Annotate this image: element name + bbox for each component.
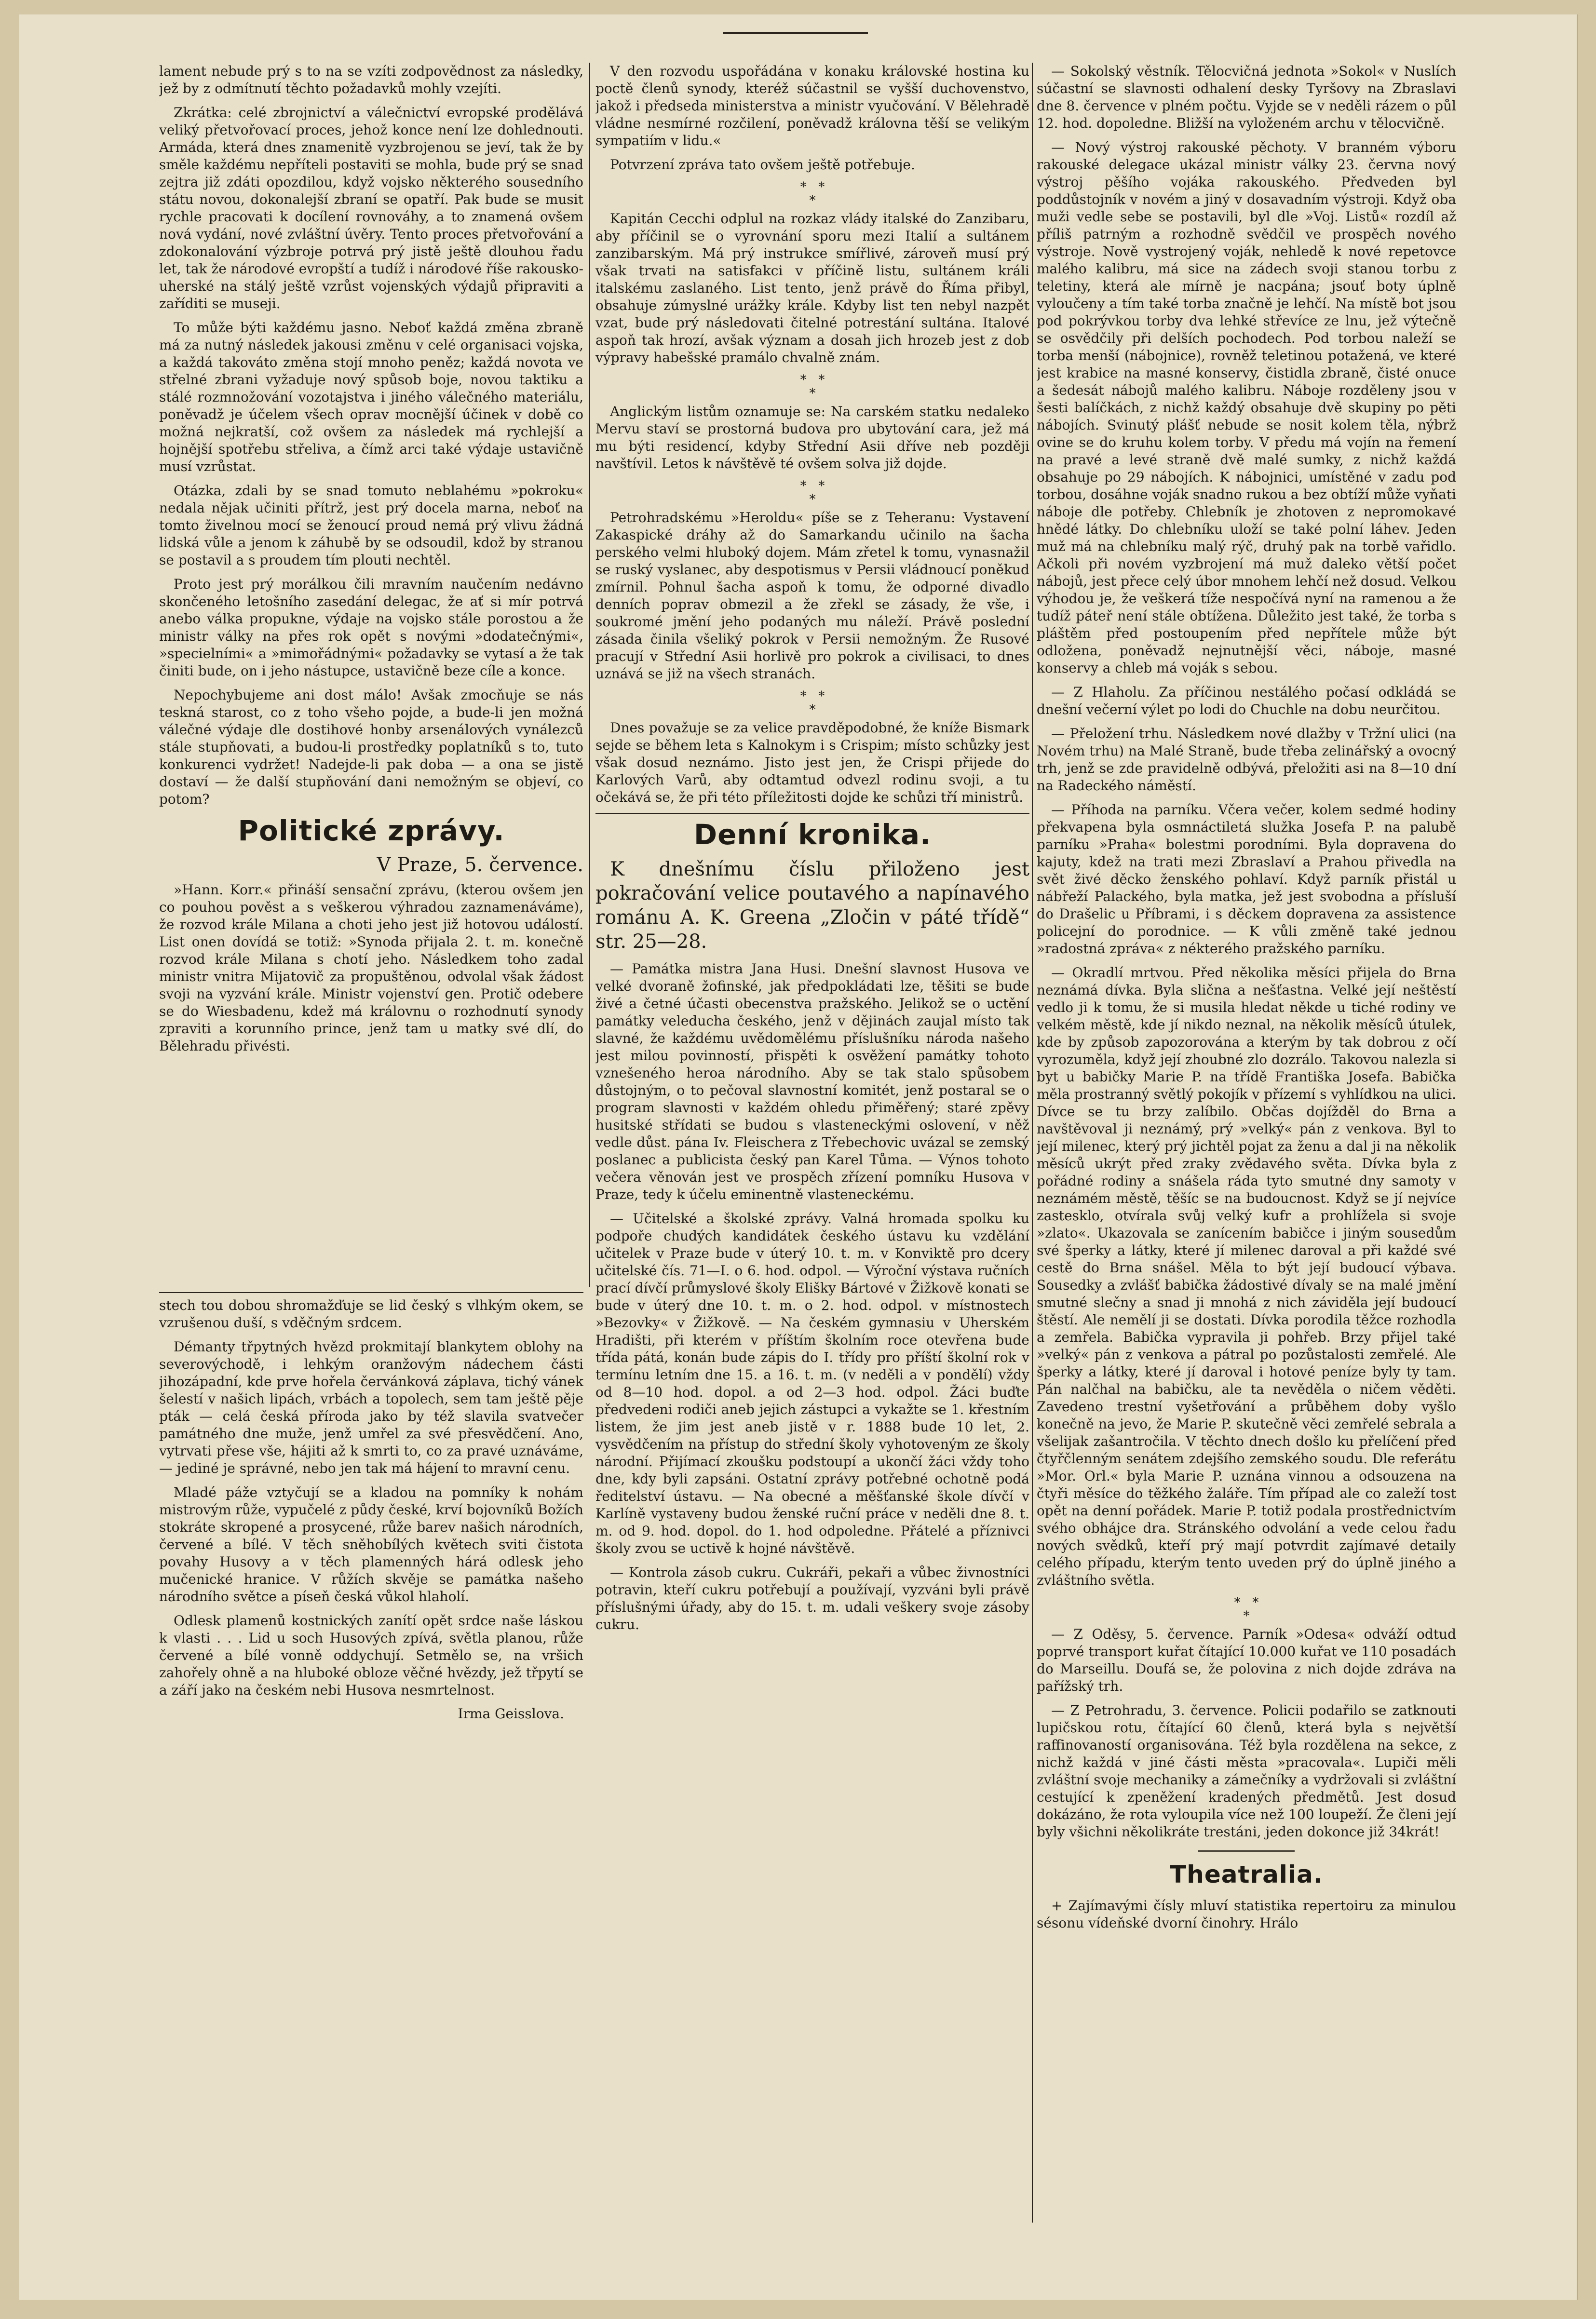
essay-paragraph: stech tou dobou shromažďuje se lid český s vlhkým okem, se vzrušenou duší, s vděčným srdcem. (159, 1297, 583, 1331)
top-rule (723, 32, 868, 34)
section-divider (595, 813, 1029, 814)
separator-stars: * * * (800, 479, 825, 507)
theatre-heading: Theatralia. (1170, 1861, 1323, 1888)
chronicle-paragraph: — Příhoda na parníku. Včera večer, kolem sedmé hodiny překvapena byla osmnáctiletá služka Josefa P. na palubě parníku »Praha« bolestmi porodními. Byla dopravena do kajuty, kdež na trati mezi Zbraslaví a Prahou přivedla na svět živé děcko ženského pohlaví. Když parník přistál u nábřeží Palackého, byla matka, jež jest svobodna a přísluší do Drašelic u Příbrami, i s děckem dopravena za assistence policejní do porodnice. — K vůli změně také jednou »radostná zpráva« z nékterého pražského parníku. (1037, 802, 1456, 957)
newspaper-page (19, 14, 1578, 2300)
politics-heading: Politické zprávy. (238, 814, 505, 847)
chronicle-paragraph: — Z Petrohradu, 3. července. Policii podařilo se zatknouti lupičskou rotu, čítající 60 členů, která byla s největší raffinovaností organisována. Též byla rozdělena na sekce, z nichž každá v jiné části města »pracovala«. Lupiči měli zvláštní svoje mechaniky a zámečníky a vydržovali si zvláštní cestující k zpeněžení kradených předmětů. Jest dosud dokázáno, že rota vyloupila více než 100 loupeží. Že členi její byly všichni několikráte trestáni, jeden dokonce již 34krát! (1037, 1702, 1456, 1840)
essay-paragraph: Mladé páže vztyčují se a kladou na pomníky k nohám mistrovým růže, vypučelé z půdy české, krví bojovníků Božích stokráte skropené a prosycené, růže barev našich národních, červené a bílé. V těch sněhobílých květech sviti čistota povahy Husovy a v těch plamenných hárá odlesk jeho mučenické hranice. V růžích skvěje se památka našeho národního světce a píseň česká vůkol hlaholí. (159, 1484, 583, 1604)
essay-signature: Irma Geisslova. (458, 1706, 564, 1722)
chronicle-paragraph: — Kontrola zásob cukru. Cukráři, pekaři a vůbec živnostníci potravin, kteří cukru potřebují a používají, vyzváni byli právě příslušnými úřady, aby do 15. t. m. udali veškery svoje zásoby cukru. (595, 1564, 1029, 1632)
article-paragraph: Otázka, zdali by se snad tomuto neblahému »pokroku« nedala nějak učiniti přítrž, jest prý docela marna, neboť na tomto živelnou mocí se ženoucí proud nemá prý vlivu žádná lidská vůle a jenom k záhubě by se odsoudil, kdož by stranou se postavil a s proudem tím plouti nechtěl. (159, 483, 583, 568)
politics-paragraph: »Hann. Korr.« přináší sensační zprávu, (kterou ovšem jen co pouhou pověst a s veškerou výhradou zaznamenáváme), že rozvod krále Milana a choti jeho jest již hotovou událostí. List onen dovídá se totiž: »Synoda přijala 2. t. m. konečně rozvod krále Milana s chotí jeho. Následkem toho zadal ministr vnitra Mijatovič za propuštěnou, odvolal však žádost svoji na vyzvání krále. Ministr vojenství gen. Protič odebere se do Wiesbadenu, kdež má královnu o rozhodnutí synody zpraviti a korunního prince, jenž tam u matky své dlí, do Bělehradu přivésti. (159, 882, 583, 1054)
separator-stars: * * * (1234, 1595, 1259, 1623)
column-2 (595, 63, 1029, 2213)
politics-paragraph: Dnes považuje se za velice pravděpodobné, že kníže Bismark sejde se během leta s Kalnokym i s Crispim; místo schůzky jest však dosud neznámo. Jisto jest jen, že Crispi přijede do Karlových Varů, aby odtamtud odvezl rodinu svoji, a tu očekává se, že při této příležitosti dojde ke schůzi tří ministrů. (595, 720, 1029, 805)
politics-paragraph: Potvrzení zpráva tato ovšem ještě potřebuje. (610, 157, 915, 173)
chronicle-paragraph: — Učitelské a školské zprávy. Valná hromada spolku ku podpoře chudých kandidátek českého ústavu ku vzdělání učitelek v Praze bude v úterý 10. t. m. v Konviktě pro dcery učitelské čís. 71—I. o 6. hod. odpol. — Výroční výstava ručních prací dívčí průmyslové školy Elišky Bártové v Žižkově konati se bude v úterý dne 10. t. m. o 2. hod. odpol. v místnostech »Bezovky« v Žižkově. — Na českém gymnasiu v Uherském Hradišti, při kterém v příštím školním roce otevřena bude třída pátá, konán bude zápis do I. třídy pro příští školní rok v termínu letním dne 15. a 16. t. m. (v neděli a v pondělí) vždy od 8—10 hod. dopol. a od 2—3 hod. odpol. Žáci buďte předvedeni rodiči aneb jejich zástupci a vykažte se 1. křestním listem, že jim jest aneb jistě v r. 1888 bude 10 let, 2. vysvědčením na přístup do střední školy vyhotoveným ze školy národní. Přijímací zkoušku podstoupí a ukončí žáci vždy toho dne, kdy byli zapsáni. Ostatní zprávy potřebné ochotně podá ředitelství ústavu. — Na obecné a měšťanské škole dívčí v Karlíně vystaveny budou ženské ruční práce v neděli dne 8. t. m. od 9. hod. dopol. do 1. hod odpoledne. Přátelé a příznivci školy zvou se uctivě k hojné návštěvě. (595, 1211, 1029, 1556)
article-paragraph: Zkrátka: celé zbrojnictví a válečnictví evropské prodělává veliký přetvořovací proces, jehož konce není lze dohlednouti. Armáda, která dnes znamenitě vyzbrojenou se jeví, tak že by směle každému nepříteli postaviti se mohla, bude prý se snad zejtra již zdáti opozdilou, když vojsko některého sousedního státu novou, dokonalejší zbraní se opatří. Pak bude se musit rychle pracovati k docílení rovnováhy, a to znamená ovšem nová vydání, nové zvláštní úvěry. Tento proces přetvořování a zdokonalování výzbroje potrvá prý jistě ještě dlouhou řadu let, tak že národové evropští a tudíž i národové říše rakousko-uherské na stálý ještě vzrůst vojenských výdajů připraviti a zaříditi se museji. (159, 105, 583, 311)
chronicle-lead: K dnešnímu číslu přiloženo jest pokračování velice poutavého a napínavého románu A. K. Greena „Zločin v páté třídě“ str. 25—28. (595, 858, 1029, 953)
ornament-divider (1198, 1850, 1295, 1854)
chronicle-paragraph: — Sokolský věstník. Tělocvičná jednota »Sokol« v Nuslích súčastní se slavnosti odhalení desky Tyršovy na Zbraslavi dne 8. července v plném počtu. Vyjde se v neděli rázem o půl 12. hod. dopoledne. Bližší na vyloženém archu v tělocvičně. (1037, 63, 1456, 131)
article-paragraph: lament nebude prý s to na se vzíti zodpovědnost za následky, jež by z odmítnutí těchto požadavků mohly vzejíti. (159, 63, 583, 96)
chronicle-paragraph: — Okradlí mrtvou. Před několika měsíci přijela do Brna neznámá dívka. Byla slična a nešťastna. Velké její neštěstí vedlo ji k tomu, že si musila hledat někde u tiché rodiny ve velkém městě, kde jí nikdo neznal, na několik měsíců útulek, kde by způsob zapozorována a kterým by tak dobrou z očí vyrozuměla, když její zhoubné zlo dozrálo. Takovou nalezla si byt u babičky Marie P. na třídě Františka Josefa. Babička měla prostranný světlý pokojík v přízemí s vyhlídkou na ulici. Dívce se tu brzy zalíbilo. Občas dojížděl do Brna a navštěvoval ji neznámý, prý »velký« pán z venkova. Byl to její milenec, který prý jichtěl pojat za ženu a dal ji na několik měsíců ukrýt před zraky zvědavého světa. Dívka byla z pořádné rodiny a snášela ráda tyto smutné dny samoty v neznámém městě, těšíc se na budoucnost. Když se jí nejvíce zastesklo, otvírala svůj velký kufr a prohlížela si svoje »zlato«. Ukazovala se zanícením babičce i jiným sousedům své šperky a látky, které jí milenec daroval a při každé své cestě do Brna snášel. Měla to být její budoucí výbava. Sousedky a zvlášť babička žádostivé dívaly se na malé jmění smutné slečny a snad ji mnohá z nich záviděla její budoucí štěstí. Ale nemělí ji se dostati. Dívka porodila těžce rozhodla a zemřela. Babička vypravila ji pohřeb. Brzy přijel také »velký« pán z venkova a pátral po pozůstalosti zemřelé. Ale šperky a látky, které jí daroval i hotové peníze byly ty tam. Pán nalčhal na babičku, ale ta nevěděla o ničem věděti. Zavedeno trestní vyšetřování a průběhem doby vyšlo konečně na jevo, že Marie P. skutečně věci zemřelé sebrala a všelijak zašantročila. V těchto dnech došlo ku přelíčení před čtyřčlenným senátem zdejšího zemského soudu. Dle referátu »Mor. Orl.« byla Marie P. uznána vinnou a odsouzena na čtyři měsíce do těžkého žaláře. Tím případ ale co zaleží tost opět na denní pořádek. Marie P. totiž podala prostřednictvím svého obhájce dra. Stránského odvolání a vede celou řadu nových svědků, kteří prý mají potvrdit zajímavé detaily celého případu, kterým tento uveden prý do úplně jiného a zvláštního světla. (1037, 965, 1456, 1588)
chronicle-paragraph: — Přeložení trhu. Následkem nové dlažby v Tržní ulici (na Novém trhu) na Malé Straně, bude třeba zelinářský a ovocný trh, jenž se zde pravidelně odbývá, přeložiti asi na 8—10 dní na Radeckého náměstí. (1037, 726, 1456, 794)
column-1-lower (159, 1297, 583, 2319)
politics-paragraph: Petrohradskému »Heroldu« píše se z Teheranu: Vystavení Zakaspické dráhy až do Samarkandu učinilo na šacha perského velmi hluboký dojem. Mám zřetel k tomu, vynasnažil se ruský vyslanec, aby despotismus v Persii vládnoucí poněkud zmírnil. Pohnul šacha aspoň k tomu, že odporné divadlo denních poprav obmezil a že zřekl se zásady, že vše, i soukromé jmění jeho podaných mu náleží. Právě poslední zásada činila všeliký pokrok v Persii nemožným. Že Rusové pracují v Střední Asii horlivě pro pokrok a civilisaci, to dnes uznává se již na všech stranách. (595, 510, 1029, 682)
article-paragraph: Nepochybujeme ani dost málo! Avšak zmocňuje se nás teskná starost, co z toho všeho pojde, a bude-li jen možná válečné výdaje dle dostihové honby arsenálových vynálezců stále stupňovati, a budou-li prostředky poplatníků s to, tuto konkurenci vydržet! Nadejde-li pak doba — a ona se jistě dostaví — že další stupňování dani nemožným se objeví, co potom? (159, 687, 583, 807)
politics-paragraph: Anglickým listům oznamuje se: Na carském statku nedaleko Mervu staví se prostorná budova pro ubytování cara, jež má mu býti residencí, kdyby Střední Asii dříve neb později navštívil. Letos k návštěvě té ovšem solva již dojde. (595, 404, 1029, 472)
politics-dateline: V Praze, 5. července. (377, 854, 583, 876)
essay-paragraph: Odlesk plamenů kostnických zanítí opět srdce naše láskou k vlasti . . . Lid u soch Husových zpívá, světla planou, růže červené a bílé vonně oddychují. Setmělo se, na vršich zahořely ohně a na hluboké obloze věčné hvězdy, jež třpytí se a září jako na českém nebi Husova nesmrtelnost. (159, 1613, 583, 1698)
article-paragraph: To může býti každému jasno. Neboť každá změna zbraně má za nutný následek jakousi změnu v celé organisaci vojska, a každá takováto změna stojí mnoho peněz; každá novota ve střelné zbrani vyžaduje nový spůsob boje, novou taktiku a stálé rozmnožování vozotajstva i jiného válečného materiálu, poněvadž je účelem všech oprav mocnější účinek v době co možná nejkratší, což ovšem za následek má rychlejší a hojnější spotřebu střeliva, a čímž arci také výdaje ustavičně musí vzrůstat. (159, 320, 583, 474)
separator-stars: * * * (800, 180, 825, 208)
essay-paragraph: Démanty třpytných hvězd prokmitají blankytem oblohy na severovýchodě, i lehkým oranžovým nádechem části jihozápadní, kde prve hořela červánková záplava, tichý vánek šelestí v našich lipách, vrbách a topolech, sem tam ještě pěje pták — celá česká příroda jako by též slavila svatvečer památného dne muže, jenž umřel za své přesvědčení. Ano, vytrvati přese vše, hájiti až k smrti to, co za pravé uznáváme, — jediné je správné, nebo jen tak má hájení to mravní cenu. (159, 1339, 583, 1476)
column-3 (1037, 63, 1456, 2213)
column-divider (589, 63, 590, 1287)
chronicle-paragraph: — Z Oděsy, 5. července. Parník »Odesa« odváží odtud poprvé transport kuřat čítající 10.000 kuřat ve 110 posadách do Marseillu. Doufá se, že polovina z nich dojde zdráva na pařížský trh. (1037, 1626, 1456, 1694)
article-paragraph: Proto jest prý morálkou čili mravním naučením nedávno skončeného letošního zasedání delegac, že ať si mír potrvá anebo válka propukne, výdaje na vojsko stále porostou a že ministr války na přes rok opět s novými »dodatečnými«, »specielními« a »mimořádnými« požadavky se vytasí a že tak činiti bude, on i jeho nástupce, ustavičně beze cíle a konce. (159, 576, 583, 679)
chronicle-paragraph: — Z Hlaholu. Za příčinou nestálého počasí odkládá se dnešní večerní výlet po lodi do Chuchle na dobu neurčitou. (1037, 684, 1456, 717)
politics-paragraph: V den rozvodu uspořádána v konaku královské hostina ku poctě členů synody, kteréž súčastnil se vyšší duchovenstvo, jakož i předseda ministerstva a ministr vyučování. V Bělehradě vládne nesmírné rozčilení, poněvadž královna těší se velikým sympatiím v lidu.« (595, 63, 1029, 148)
section-divider (159, 1292, 583, 1293)
politics-paragraph: Kapitán Cecchi odplul na rozkaz vlády italské do Zanzibaru, aby příčinil se o vyrovnání sporu mezi Italií a sultánem zanzibarským. Má prý instrukce smířlivé, zároveň musí prý však trvati na satisfakci v příčině listu, sultánem králi italskému zaslaného. List tento, jenž právě do Říma přibyl, obsahuje zúmyslné urážky krále. Kdyby list ten nebyl nazpět vzat, bude prý následovati čitelné potrestání sultána. Italové aspoň tak hrozí, avšak význam a dosah jich hrozeb jest z dob výpravy habešské pramálo chvalně znám. (595, 211, 1029, 365)
chronicle-heading: Denní kronika. (693, 818, 932, 851)
separator-stars: * * * (800, 373, 825, 401)
column-1 (159, 63, 583, 1287)
chronicle-paragraph: — Památka mistra Jana Husi. Dnešní slavnost Husova ve velké dvoraně žofinské, jak předpokládati lze, těšiti se bude živé a četné účasti obecenstva pražského. Jelikož se o uctění památky veleducha českého, jenž v dějinách zaujal místo tak slavné, že každému uvědomělému příslušníku národa našeho jest milou povinností, přispěti k osvěžení památky tohoto vznešeného heroa národního. Aby se tak stalo spůsobem důstojným, o to pečoval slavnostní komitét, jenž postaral se o program slavnosti v každém ohledu přiměřený; staré zpěvy husitské střídati se budou s vlasteneckými oslovení, v něž vedle důst. pána Iv. Fleischera z Třebechovic uvázal se zemský poslanec a publicista český pan Karel Tůma. — Výnos tohoto večera věnován jest ve prospěch zřízení pomníku Husova v Praze, tedy k účelu eminentně vlasteneckému. (595, 961, 1029, 1202)
column-divider (1032, 63, 1033, 2223)
chronicle-paragraph: — Nový výstroj rakouské pěchoty. V branném výboru rakouské delegace ukázal ministr války 23. června nový výstroj pěšího vojáka rakouského. Předveden byl poddůstojník v novém a jiný v dosavadním výstroji. Když oba muži vedle sebe se postavili, byl dle »Voj. Listů« rozdíl až příliš patrným a rozhodně svědčil ve prospěch nového výstroje. Nově vystrojený voják, nehledě k nové repetovce malého kalibru, má sice na zádech svoji stanou torbu z teletiny, která ale mírně je nacpána; jsouť boty úplně vyloučeny a tím také torba značně je lehčí. Na místě bot jsou pod pokrývkou torby dva lehké střevíce ze lnu, jež výtečně se osvědčily při delších pochodech. Pod torbou naleží se torba menší (nábojnice), rovněž teletinou potažená, ve které jest krabice na masné konservy, čistidla zbraně, čisté onuce a šedesát nábojů malého kalibru. Náboje rozděleny jsou v šesti balíčkách, z nichž každý obsahuje dvě skupiny po pěti nábojích. Svinutý plášť nebude se nosit kolem těla, nýbrž ovine se do kruhu kolem torby. V předu má vojín na řemení na pravé a levé straně dvě malé sumky, z nichž každá obsahuje po 29 nábojích. K nábojnici, umístěné v zadu pod torbou, dosáhne voják snadno rukou a bez obtíží může vyňati náboje dle potřeby. Chlebník je zhotoven z nepromokavé hnědé látky. Do chlebníku uloží se také polní láhev. Jeden muž má na chlebníku malý rýč, druhý pak na torbě vařidlo. Ačkoli při novém vyzbrojení má muž daleko větší počet nábojů, jest přece celý úbor mnohem lehčí než dosud. Velkou výhodou je, že veškerá tíže nespočívá nyní na ramenou a že tudíž páteř není stále obtížena. Důležito jest také, že torba s pláštěm před postoupením před nepřítele může být odložena, poněvadž nejnutnější věci, náboje, masné konservy a chleb má voják s sebou. (1037, 139, 1456, 676)
separator-stars: * * * (800, 689, 825, 717)
theatre-paragraph: + Zajímavými čísly mluví statistika repertoiru za minulou sésonu vídeňské dvorní činohry. Hrálo (1037, 1898, 1456, 1931)
